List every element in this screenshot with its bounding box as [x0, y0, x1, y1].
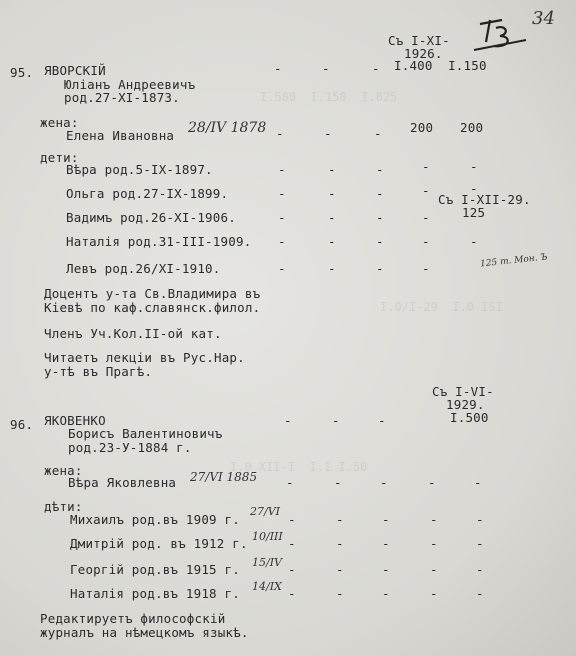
- child-row: Георгiй род.въ 1915 г.: [70, 562, 240, 577]
- dash: -: [422, 183, 430, 198]
- dash: -: [476, 586, 484, 601]
- children-label: дѣти:: [44, 499, 83, 514]
- dash: -: [288, 536, 296, 551]
- dash: -: [422, 234, 430, 249]
- person-name: ЯВОРСКIЙ: [44, 63, 106, 78]
- child-row: Наталiя род.въ 1918 г.: [70, 586, 240, 601]
- dash: -: [328, 261, 336, 276]
- dash: -: [476, 512, 484, 527]
- dash: -: [376, 261, 384, 276]
- dash: -: [382, 562, 390, 577]
- dash: -: [278, 210, 286, 225]
- dash: -: [288, 586, 296, 601]
- salary-header-line: I.400 I.150: [394, 58, 487, 73]
- dash: -: [422, 159, 430, 174]
- child-row: Дмитрiй род. въ 1912 г.: [70, 536, 248, 551]
- bleed-through: I.0 XII-I I.1 I.50: [230, 460, 368, 474]
- dash: -: [382, 536, 390, 551]
- dash: -: [286, 475, 294, 490]
- dash: -: [430, 512, 438, 527]
- dash: -: [376, 210, 384, 225]
- dash: -: [430, 562, 438, 577]
- dash: -: [470, 234, 478, 249]
- entry-number: 95.: [10, 65, 34, 80]
- entry-number: 96.: [10, 417, 34, 432]
- salary-header-line: Съ I-VI-: [432, 384, 494, 399]
- child-row: Вадимъ род.26-XI-1906.: [66, 210, 236, 225]
- dash: -: [276, 126, 284, 141]
- salary-value: 200: [410, 120, 434, 135]
- dash: -: [470, 181, 478, 196]
- remark-line: Доцентъ у-та Св.Владимира въ: [44, 286, 261, 301]
- dash: -: [428, 475, 436, 490]
- dash: -: [376, 162, 384, 177]
- salary-header-line: Съ I-XI-: [388, 33, 450, 48]
- salary-header-line: I.500: [450, 410, 489, 425]
- dash: -: [278, 186, 286, 201]
- child-row: Вѣра род.5-IX-1897.: [66, 162, 213, 177]
- dash: -: [274, 61, 282, 76]
- dash: -: [382, 586, 390, 601]
- dash: -: [430, 586, 438, 601]
- wife-name: Елена Ивановна: [66, 128, 175, 143]
- dash: -: [474, 475, 482, 490]
- handwritten-note: 28/IV 1878: [188, 120, 267, 136]
- salary-change: Съ I-XII-29.: [438, 192, 531, 207]
- dash: -: [328, 162, 336, 177]
- dash: -: [476, 536, 484, 551]
- birth-date: род.23-У-1884 г.: [68, 440, 192, 455]
- handwritten-note: 27/VI 1885: [190, 470, 258, 484]
- children-label: дети:: [40, 150, 79, 165]
- handwritten-note: 10/III: [252, 530, 283, 543]
- dash: -: [332, 413, 340, 428]
- wife-label: жена:: [40, 115, 79, 130]
- child-row: Наталiя род.31-III-1909.: [66, 234, 252, 249]
- dash: -: [382, 512, 390, 527]
- dash: -: [328, 186, 336, 201]
- dash: -: [328, 210, 336, 225]
- salary-header-line: 1926.: [404, 46, 443, 61]
- dash: -: [288, 562, 296, 577]
- birth-date: род.27-XI-1873.: [64, 90, 180, 105]
- wife-label: жена:: [44, 463, 83, 478]
- dash: -: [334, 475, 342, 490]
- dash: -: [328, 234, 336, 249]
- dash: -: [476, 562, 484, 577]
- dash: -: [376, 186, 384, 201]
- handwritten-note: 27/VI: [250, 505, 280, 518]
- handwritten-note: 14/IX: [252, 580, 282, 593]
- dash: -: [422, 261, 430, 276]
- remark-line: Читаетъ лекцiи въ Рус.Нар.: [44, 350, 245, 365]
- remark-line: у-тѣ въ Прагѣ.: [44, 364, 153, 379]
- dash: -: [278, 234, 286, 249]
- page-number: 34: [532, 8, 555, 29]
- dash: -: [336, 562, 344, 577]
- dash: -: [336, 512, 344, 527]
- dash: -: [374, 126, 382, 141]
- dash: -: [336, 536, 344, 551]
- person-full-name: Юлiанъ Андреевичъ: [64, 77, 196, 92]
- salary-value: 200: [460, 120, 484, 135]
- dash: -: [470, 159, 478, 174]
- remark-line: Редактируетъ философскiй: [40, 611, 226, 626]
- dash: -: [288, 512, 296, 527]
- salary-header-line: 1929.: [446, 397, 485, 412]
- child-row: Михаилъ род.въ 1909 г.: [70, 512, 240, 527]
- child-row: Левъ род.26/XI-1910.: [66, 261, 221, 276]
- dash: -: [430, 536, 438, 551]
- dash: -: [278, 261, 286, 276]
- child-row: Ольга род.27-IX-1899.: [66, 186, 229, 201]
- dash: -: [378, 413, 386, 428]
- dash: -: [284, 413, 292, 428]
- dash: -: [376, 234, 384, 249]
- dash: -: [322, 61, 330, 76]
- remark-line: Кiевѣ по каф.славянск.филол.: [44, 300, 261, 315]
- handwritten-note: 125 т. Мон. Ъ: [479, 252, 549, 270]
- dash: -: [324, 126, 332, 141]
- dash: -: [278, 162, 286, 177]
- dash: -: [422, 210, 430, 225]
- corner-mark-icon: [472, 6, 532, 56]
- remark-line: журналъ на нѣмецкомъ языкѣ.: [40, 625, 249, 640]
- remark-line: Членъ Уч.Кол.II-ой кат.: [44, 326, 222, 341]
- person-name: ЯКОВЕНКО: [44, 413, 106, 428]
- handwritten-note: 15/IV: [252, 556, 282, 569]
- salary-value: 125: [462, 205, 486, 220]
- person-full-name: Борисъ Валентиновичъ: [68, 426, 223, 441]
- dash: -: [336, 586, 344, 601]
- dash: -: [380, 475, 388, 490]
- dash: -: [372, 61, 380, 76]
- bleed-through: I.500 I.150 I.025: [260, 90, 398, 104]
- bleed-through: I.0/I-29 I.0 ISI: [380, 300, 503, 314]
- wife-name: Вѣра Яковлевна: [68, 475, 177, 490]
